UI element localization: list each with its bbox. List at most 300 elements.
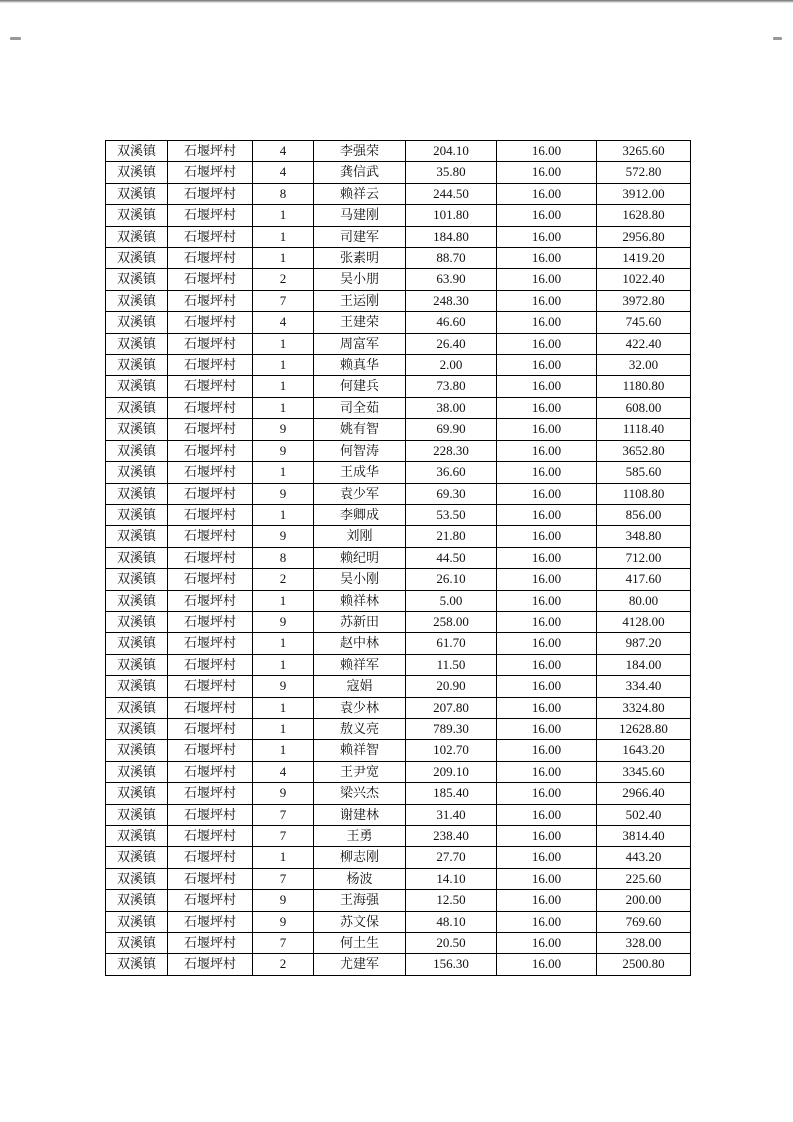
table-row bbox=[106, 483, 691, 504]
table-cell: 李强荣 bbox=[314, 141, 406, 162]
table-cell: 16.00 bbox=[497, 569, 597, 590]
table-cell: 双溪镇 bbox=[106, 697, 168, 718]
table-cell: 20.50 bbox=[406, 933, 497, 954]
table-cell: 双溪镇 bbox=[106, 419, 168, 440]
table-row bbox=[106, 676, 691, 697]
table-cell: 双溪镇 bbox=[106, 676, 168, 697]
table-cell: 585.60 bbox=[597, 462, 691, 483]
table-cell: 石堰坪村 bbox=[168, 504, 253, 525]
table-cell: 1628.80 bbox=[597, 205, 691, 226]
table-cell: 9 bbox=[253, 783, 314, 804]
table-row bbox=[106, 911, 691, 932]
table-cell: 双溪镇 bbox=[106, 333, 168, 354]
table-cell: 双溪镇 bbox=[106, 483, 168, 504]
table-row bbox=[106, 826, 691, 847]
table-cell: 26.40 bbox=[406, 333, 497, 354]
table-cell: 27.70 bbox=[406, 847, 497, 868]
table-cell: 9 bbox=[253, 676, 314, 697]
table-cell: 73.80 bbox=[406, 376, 497, 397]
table-cell: 石堰坪村 bbox=[168, 290, 253, 311]
table-cell: 16.00 bbox=[497, 205, 597, 226]
table-cell: 1643.20 bbox=[597, 740, 691, 761]
scan-edge-artifact bbox=[0, 0, 793, 3]
table-body bbox=[106, 141, 691, 976]
table-cell: 225.60 bbox=[597, 868, 691, 889]
table-row bbox=[106, 740, 691, 761]
table-cell: 422.40 bbox=[597, 333, 691, 354]
table-cell: 1180.80 bbox=[597, 376, 691, 397]
table-cell: 王勇 bbox=[314, 826, 406, 847]
table-cell: 16.00 bbox=[497, 718, 597, 739]
table-cell: 石堰坪村 bbox=[168, 376, 253, 397]
table-cell: 柳志刚 bbox=[314, 847, 406, 868]
table-cell: 1 bbox=[253, 740, 314, 761]
table-cell: 16.00 bbox=[497, 483, 597, 504]
table-cell: 1419.20 bbox=[597, 248, 691, 269]
table-cell: 3265.60 bbox=[597, 141, 691, 162]
table-cell: 61.70 bbox=[406, 633, 497, 654]
table-cell: 1 bbox=[253, 462, 314, 483]
table-cell: 石堰坪村 bbox=[168, 890, 253, 911]
table-cell: 228.30 bbox=[406, 440, 497, 461]
table-cell: 185.40 bbox=[406, 783, 497, 804]
table-cell: 石堰坪村 bbox=[168, 761, 253, 782]
table-cell: 1118.40 bbox=[597, 419, 691, 440]
table-cell: 王海强 bbox=[314, 890, 406, 911]
table-cell: 53.50 bbox=[406, 504, 497, 525]
table-cell: 745.60 bbox=[597, 312, 691, 333]
table-cell: 16.00 bbox=[497, 740, 597, 761]
table-cell: 石堰坪村 bbox=[168, 440, 253, 461]
table-cell: 司建军 bbox=[314, 226, 406, 247]
table-cell: 16.00 bbox=[497, 141, 597, 162]
table-cell: 101.80 bbox=[406, 205, 497, 226]
table-cell: 双溪镇 bbox=[106, 397, 168, 418]
table-cell: 16.00 bbox=[497, 226, 597, 247]
table-cell: 双溪镇 bbox=[106, 718, 168, 739]
table-cell: 16.00 bbox=[497, 761, 597, 782]
table-cell: 双溪镇 bbox=[106, 890, 168, 911]
table-cell: 双溪镇 bbox=[106, 526, 168, 547]
table-cell: 双溪镇 bbox=[106, 141, 168, 162]
table-cell: 16.00 bbox=[497, 783, 597, 804]
table-cell: 16.00 bbox=[497, 611, 597, 632]
table-cell: 16.00 bbox=[497, 890, 597, 911]
table-cell: 赖祥林 bbox=[314, 590, 406, 611]
table-cell: 双溪镇 bbox=[106, 462, 168, 483]
table-cell: 石堰坪村 bbox=[168, 569, 253, 590]
table-cell: 双溪镇 bbox=[106, 868, 168, 889]
table-cell: 2.00 bbox=[406, 355, 497, 376]
table-row bbox=[106, 611, 691, 632]
table-cell: 石堰坪村 bbox=[168, 333, 253, 354]
table-cell: 袁少军 bbox=[314, 483, 406, 504]
table-row bbox=[106, 783, 691, 804]
table-cell: 102.70 bbox=[406, 740, 497, 761]
table-cell: 1 bbox=[253, 205, 314, 226]
table-row bbox=[106, 654, 691, 675]
table-cell: 11.50 bbox=[406, 654, 497, 675]
table-cell: 156.30 bbox=[406, 954, 497, 975]
table-cell: 寇娟 bbox=[314, 676, 406, 697]
table-cell: 双溪镇 bbox=[106, 654, 168, 675]
table-cell: 69.30 bbox=[406, 483, 497, 504]
table-cell: 16.00 bbox=[497, 847, 597, 868]
table-row bbox=[106, 269, 691, 290]
table-cell: 244.50 bbox=[406, 183, 497, 204]
table-cell: 334.40 bbox=[597, 676, 691, 697]
table-cell: 987.20 bbox=[597, 633, 691, 654]
table-cell: 周富军 bbox=[314, 333, 406, 354]
table-cell: 7 bbox=[253, 290, 314, 311]
table-cell: 238.40 bbox=[406, 826, 497, 847]
table-cell: 16.00 bbox=[497, 654, 597, 675]
table-row bbox=[106, 547, 691, 568]
table-cell: 7 bbox=[253, 868, 314, 889]
table-row bbox=[106, 590, 691, 611]
table-cell: 1 bbox=[253, 633, 314, 654]
table-cell: 2 bbox=[253, 269, 314, 290]
table-cell: 石堰坪村 bbox=[168, 868, 253, 889]
table-cell: 1108.80 bbox=[597, 483, 691, 504]
table-cell: 184.00 bbox=[597, 654, 691, 675]
table-row bbox=[106, 355, 691, 376]
table-cell: 姚有智 bbox=[314, 419, 406, 440]
table-cell: 26.10 bbox=[406, 569, 497, 590]
table-cell: 16.00 bbox=[497, 933, 597, 954]
table-cell: 双溪镇 bbox=[106, 312, 168, 333]
table-cell: 4 bbox=[253, 761, 314, 782]
table-cell: 608.00 bbox=[597, 397, 691, 418]
table-cell: 石堰坪村 bbox=[168, 226, 253, 247]
table-cell: 16.00 bbox=[497, 162, 597, 183]
table-cell: 石堰坪村 bbox=[168, 590, 253, 611]
table-cell: 赵中林 bbox=[314, 633, 406, 654]
table-cell: 1 bbox=[253, 847, 314, 868]
table-row bbox=[106, 205, 691, 226]
table-cell: 2500.80 bbox=[597, 954, 691, 975]
table-cell: 双溪镇 bbox=[106, 590, 168, 611]
table-row bbox=[106, 312, 691, 333]
table-cell: 双溪镇 bbox=[106, 162, 168, 183]
table-cell: 石堰坪村 bbox=[168, 740, 253, 761]
table-cell: 856.00 bbox=[597, 504, 691, 525]
table-cell: 572.80 bbox=[597, 162, 691, 183]
table-cell: 3345.60 bbox=[597, 761, 691, 782]
table-cell: 16.00 bbox=[497, 355, 597, 376]
table-cell: 14.10 bbox=[406, 868, 497, 889]
table-cell: 16.00 bbox=[497, 633, 597, 654]
table-cell: 苏新田 bbox=[314, 611, 406, 632]
table-cell: 赖纪明 bbox=[314, 547, 406, 568]
table-cell: 69.90 bbox=[406, 419, 497, 440]
table-cell: 石堰坪村 bbox=[168, 419, 253, 440]
table-cell: 2956.80 bbox=[597, 226, 691, 247]
table-cell: 1 bbox=[253, 226, 314, 247]
table-cell: 38.00 bbox=[406, 397, 497, 418]
table-cell: 16.00 bbox=[497, 397, 597, 418]
scan-speck-left bbox=[10, 37, 21, 40]
table-cell: 48.10 bbox=[406, 911, 497, 932]
table-cell: 16.00 bbox=[497, 868, 597, 889]
table-cell: 石堰坪村 bbox=[168, 312, 253, 333]
table-cell: 赖祥智 bbox=[314, 740, 406, 761]
table-cell: 双溪镇 bbox=[106, 783, 168, 804]
table-cell: 1022.40 bbox=[597, 269, 691, 290]
table-cell: 马建刚 bbox=[314, 205, 406, 226]
table-cell: 石堰坪村 bbox=[168, 933, 253, 954]
table-cell: 石堰坪村 bbox=[168, 847, 253, 868]
table-cell: 双溪镇 bbox=[106, 248, 168, 269]
table-cell: 16.00 bbox=[497, 183, 597, 204]
table-cell: 双溪镇 bbox=[106, 740, 168, 761]
table-row bbox=[106, 440, 691, 461]
table-cell: 4128.00 bbox=[597, 611, 691, 632]
table-cell: 2 bbox=[253, 569, 314, 590]
table-cell: 王建荣 bbox=[314, 312, 406, 333]
table-cell: 石堰坪村 bbox=[168, 954, 253, 975]
table-cell: 16.00 bbox=[497, 312, 597, 333]
table-cell: 双溪镇 bbox=[106, 269, 168, 290]
table-cell: 769.60 bbox=[597, 911, 691, 932]
table-row bbox=[106, 162, 691, 183]
table-cell: 16.00 bbox=[497, 697, 597, 718]
table-cell: 石堰坪村 bbox=[168, 141, 253, 162]
table-cell: 石堰坪村 bbox=[168, 697, 253, 718]
scan-speck-right bbox=[773, 37, 782, 40]
table-row bbox=[106, 890, 691, 911]
table-cell: 16.00 bbox=[497, 333, 597, 354]
table-row bbox=[106, 954, 691, 975]
table-cell: 63.90 bbox=[406, 269, 497, 290]
table-cell: 双溪镇 bbox=[106, 761, 168, 782]
table-cell: 赖祥云 bbox=[314, 183, 406, 204]
table-cell: 王成华 bbox=[314, 462, 406, 483]
table-cell: 9 bbox=[253, 890, 314, 911]
table-cell: 31.40 bbox=[406, 804, 497, 825]
payment-table bbox=[105, 140, 691, 976]
table-cell: 何土生 bbox=[314, 933, 406, 954]
table-cell: 502.40 bbox=[597, 804, 691, 825]
table-row bbox=[106, 183, 691, 204]
table-cell: 石堰坪村 bbox=[168, 611, 253, 632]
table-row bbox=[106, 718, 691, 739]
table-row bbox=[106, 462, 691, 483]
table-cell: 2 bbox=[253, 954, 314, 975]
table-cell: 张素明 bbox=[314, 248, 406, 269]
table-row bbox=[106, 569, 691, 590]
table-cell: 双溪镇 bbox=[106, 183, 168, 204]
table-cell: 双溪镇 bbox=[106, 633, 168, 654]
table-cell: 双溪镇 bbox=[106, 911, 168, 932]
table-cell: 200.00 bbox=[597, 890, 691, 911]
table-cell: 石堰坪村 bbox=[168, 654, 253, 675]
table-row bbox=[106, 697, 691, 718]
table-cell: 双溪镇 bbox=[106, 440, 168, 461]
table-cell: 9 bbox=[253, 911, 314, 932]
table-cell: 龚信武 bbox=[314, 162, 406, 183]
table-cell: 吴小朋 bbox=[314, 269, 406, 290]
table-row bbox=[106, 226, 691, 247]
table-cell: 12.50 bbox=[406, 890, 497, 911]
table-cell: 16.00 bbox=[497, 954, 597, 975]
table-row bbox=[106, 847, 691, 868]
table-cell: 348.80 bbox=[597, 526, 691, 547]
table-cell: 石堰坪村 bbox=[168, 162, 253, 183]
table-cell: 7 bbox=[253, 933, 314, 954]
table-cell: 44.50 bbox=[406, 547, 497, 568]
table-cell: 7 bbox=[253, 804, 314, 825]
table-cell: 双溪镇 bbox=[106, 504, 168, 525]
table-row bbox=[106, 290, 691, 311]
table-cell: 双溪镇 bbox=[106, 355, 168, 376]
table-cell: 9 bbox=[253, 483, 314, 504]
table-cell: 209.10 bbox=[406, 761, 497, 782]
table-cell: 4 bbox=[253, 312, 314, 333]
table-cell: 1 bbox=[253, 376, 314, 397]
table-cell: 32.00 bbox=[597, 355, 691, 376]
table-cell: 16.00 bbox=[497, 248, 597, 269]
table-cell: 5.00 bbox=[406, 590, 497, 611]
table-cell: 16.00 bbox=[497, 376, 597, 397]
table-cell: 石堰坪村 bbox=[168, 911, 253, 932]
table-cell: 16.00 bbox=[497, 547, 597, 568]
table-cell: 46.60 bbox=[406, 312, 497, 333]
table-cell: 梁兴杰 bbox=[314, 783, 406, 804]
table-row bbox=[106, 504, 691, 525]
table-cell: 9 bbox=[253, 440, 314, 461]
table-row bbox=[106, 333, 691, 354]
table-cell: 1 bbox=[253, 504, 314, 525]
table-cell: 双溪镇 bbox=[106, 226, 168, 247]
table-cell: 石堰坪村 bbox=[168, 718, 253, 739]
table-cell: 王尹宽 bbox=[314, 761, 406, 782]
table-cell: 3652.80 bbox=[597, 440, 691, 461]
table-cell: 双溪镇 bbox=[106, 804, 168, 825]
table-cell: 8 bbox=[253, 547, 314, 568]
table-cell: 207.80 bbox=[406, 697, 497, 718]
table-cell: 3324.80 bbox=[597, 697, 691, 718]
table-row bbox=[106, 141, 691, 162]
table-cell: 1 bbox=[253, 697, 314, 718]
table-cell: 16.00 bbox=[497, 804, 597, 825]
table-cell: 16.00 bbox=[497, 290, 597, 311]
table-cell: 35.80 bbox=[406, 162, 497, 183]
table-cell: 1 bbox=[253, 397, 314, 418]
table-cell: 712.00 bbox=[597, 547, 691, 568]
table-cell: 石堰坪村 bbox=[168, 633, 253, 654]
table-cell: 36.60 bbox=[406, 462, 497, 483]
table-cell: 石堰坪村 bbox=[168, 676, 253, 697]
table-cell: 双溪镇 bbox=[106, 547, 168, 568]
table-cell: 20.90 bbox=[406, 676, 497, 697]
table-cell: 石堰坪村 bbox=[168, 462, 253, 483]
table-row bbox=[106, 376, 691, 397]
table-row bbox=[106, 761, 691, 782]
table-cell: 双溪镇 bbox=[106, 826, 168, 847]
table-cell: 1 bbox=[253, 654, 314, 675]
table-cell: 16.00 bbox=[497, 269, 597, 290]
table-cell: 1 bbox=[253, 248, 314, 269]
table-cell: 3972.80 bbox=[597, 290, 691, 311]
table-cell: 双溪镇 bbox=[106, 376, 168, 397]
table-cell: 21.80 bbox=[406, 526, 497, 547]
table-cell: 何智涛 bbox=[314, 440, 406, 461]
table-cell: 刘刚 bbox=[314, 526, 406, 547]
table-row bbox=[106, 248, 691, 269]
table-cell: 80.00 bbox=[597, 590, 691, 611]
table-cell: 苏文保 bbox=[314, 911, 406, 932]
table-cell: 9 bbox=[253, 611, 314, 632]
table-cell: 16.00 bbox=[497, 911, 597, 932]
table-cell: 赖祥军 bbox=[314, 654, 406, 675]
table-cell: 何建兵 bbox=[314, 376, 406, 397]
table-cell: 赖真华 bbox=[314, 355, 406, 376]
table-cell: 789.30 bbox=[406, 718, 497, 739]
table-cell: 16.00 bbox=[497, 526, 597, 547]
table-cell: 石堰坪村 bbox=[168, 183, 253, 204]
table-cell: 88.70 bbox=[406, 248, 497, 269]
table-cell: 尤建军 bbox=[314, 954, 406, 975]
table-cell: 328.00 bbox=[597, 933, 691, 954]
table-cell: 石堰坪村 bbox=[168, 483, 253, 504]
table-cell: 16.00 bbox=[497, 826, 597, 847]
table-cell: 敖义亮 bbox=[314, 718, 406, 739]
table-cell: 石堰坪村 bbox=[168, 804, 253, 825]
table-cell: 杨波 bbox=[314, 868, 406, 889]
table-cell: 8 bbox=[253, 183, 314, 204]
table-cell: 双溪镇 bbox=[106, 933, 168, 954]
table-cell: 吴小刚 bbox=[314, 569, 406, 590]
table-cell: 204.10 bbox=[406, 141, 497, 162]
table-cell: 石堰坪村 bbox=[168, 269, 253, 290]
table-row bbox=[106, 633, 691, 654]
table-cell: 1 bbox=[253, 590, 314, 611]
table-row bbox=[106, 397, 691, 418]
table-row bbox=[106, 868, 691, 889]
table-cell: 16.00 bbox=[497, 440, 597, 461]
table-cell: 袁少林 bbox=[314, 697, 406, 718]
table-cell: 石堰坪村 bbox=[168, 248, 253, 269]
table-cell: 4 bbox=[253, 162, 314, 183]
table-cell: 443.20 bbox=[597, 847, 691, 868]
table-cell: 1 bbox=[253, 718, 314, 739]
table-cell: 7 bbox=[253, 826, 314, 847]
table-cell: 16.00 bbox=[497, 462, 597, 483]
table-cell: 双溪镇 bbox=[106, 847, 168, 868]
table-cell: 2966.40 bbox=[597, 783, 691, 804]
table-cell: 3814.40 bbox=[597, 826, 691, 847]
table-cell: 谢建林 bbox=[314, 804, 406, 825]
table-cell: 双溪镇 bbox=[106, 611, 168, 632]
table-cell: 16.00 bbox=[497, 676, 597, 697]
table-cell: 双溪镇 bbox=[106, 954, 168, 975]
table-cell: 3912.00 bbox=[597, 183, 691, 204]
table-cell: 9 bbox=[253, 526, 314, 547]
table-cell: 石堰坪村 bbox=[168, 783, 253, 804]
table-cell: 258.00 bbox=[406, 611, 497, 632]
table-cell: 1 bbox=[253, 355, 314, 376]
table-cell: 16.00 bbox=[497, 504, 597, 525]
table-cell: 王运刚 bbox=[314, 290, 406, 311]
table-cell: 12628.80 bbox=[597, 718, 691, 739]
table-cell: 1 bbox=[253, 333, 314, 354]
table-cell: 9 bbox=[253, 419, 314, 440]
table-cell: 4 bbox=[253, 141, 314, 162]
table-row bbox=[106, 933, 691, 954]
table-cell: 16.00 bbox=[497, 419, 597, 440]
table-cell: 石堰坪村 bbox=[168, 205, 253, 226]
